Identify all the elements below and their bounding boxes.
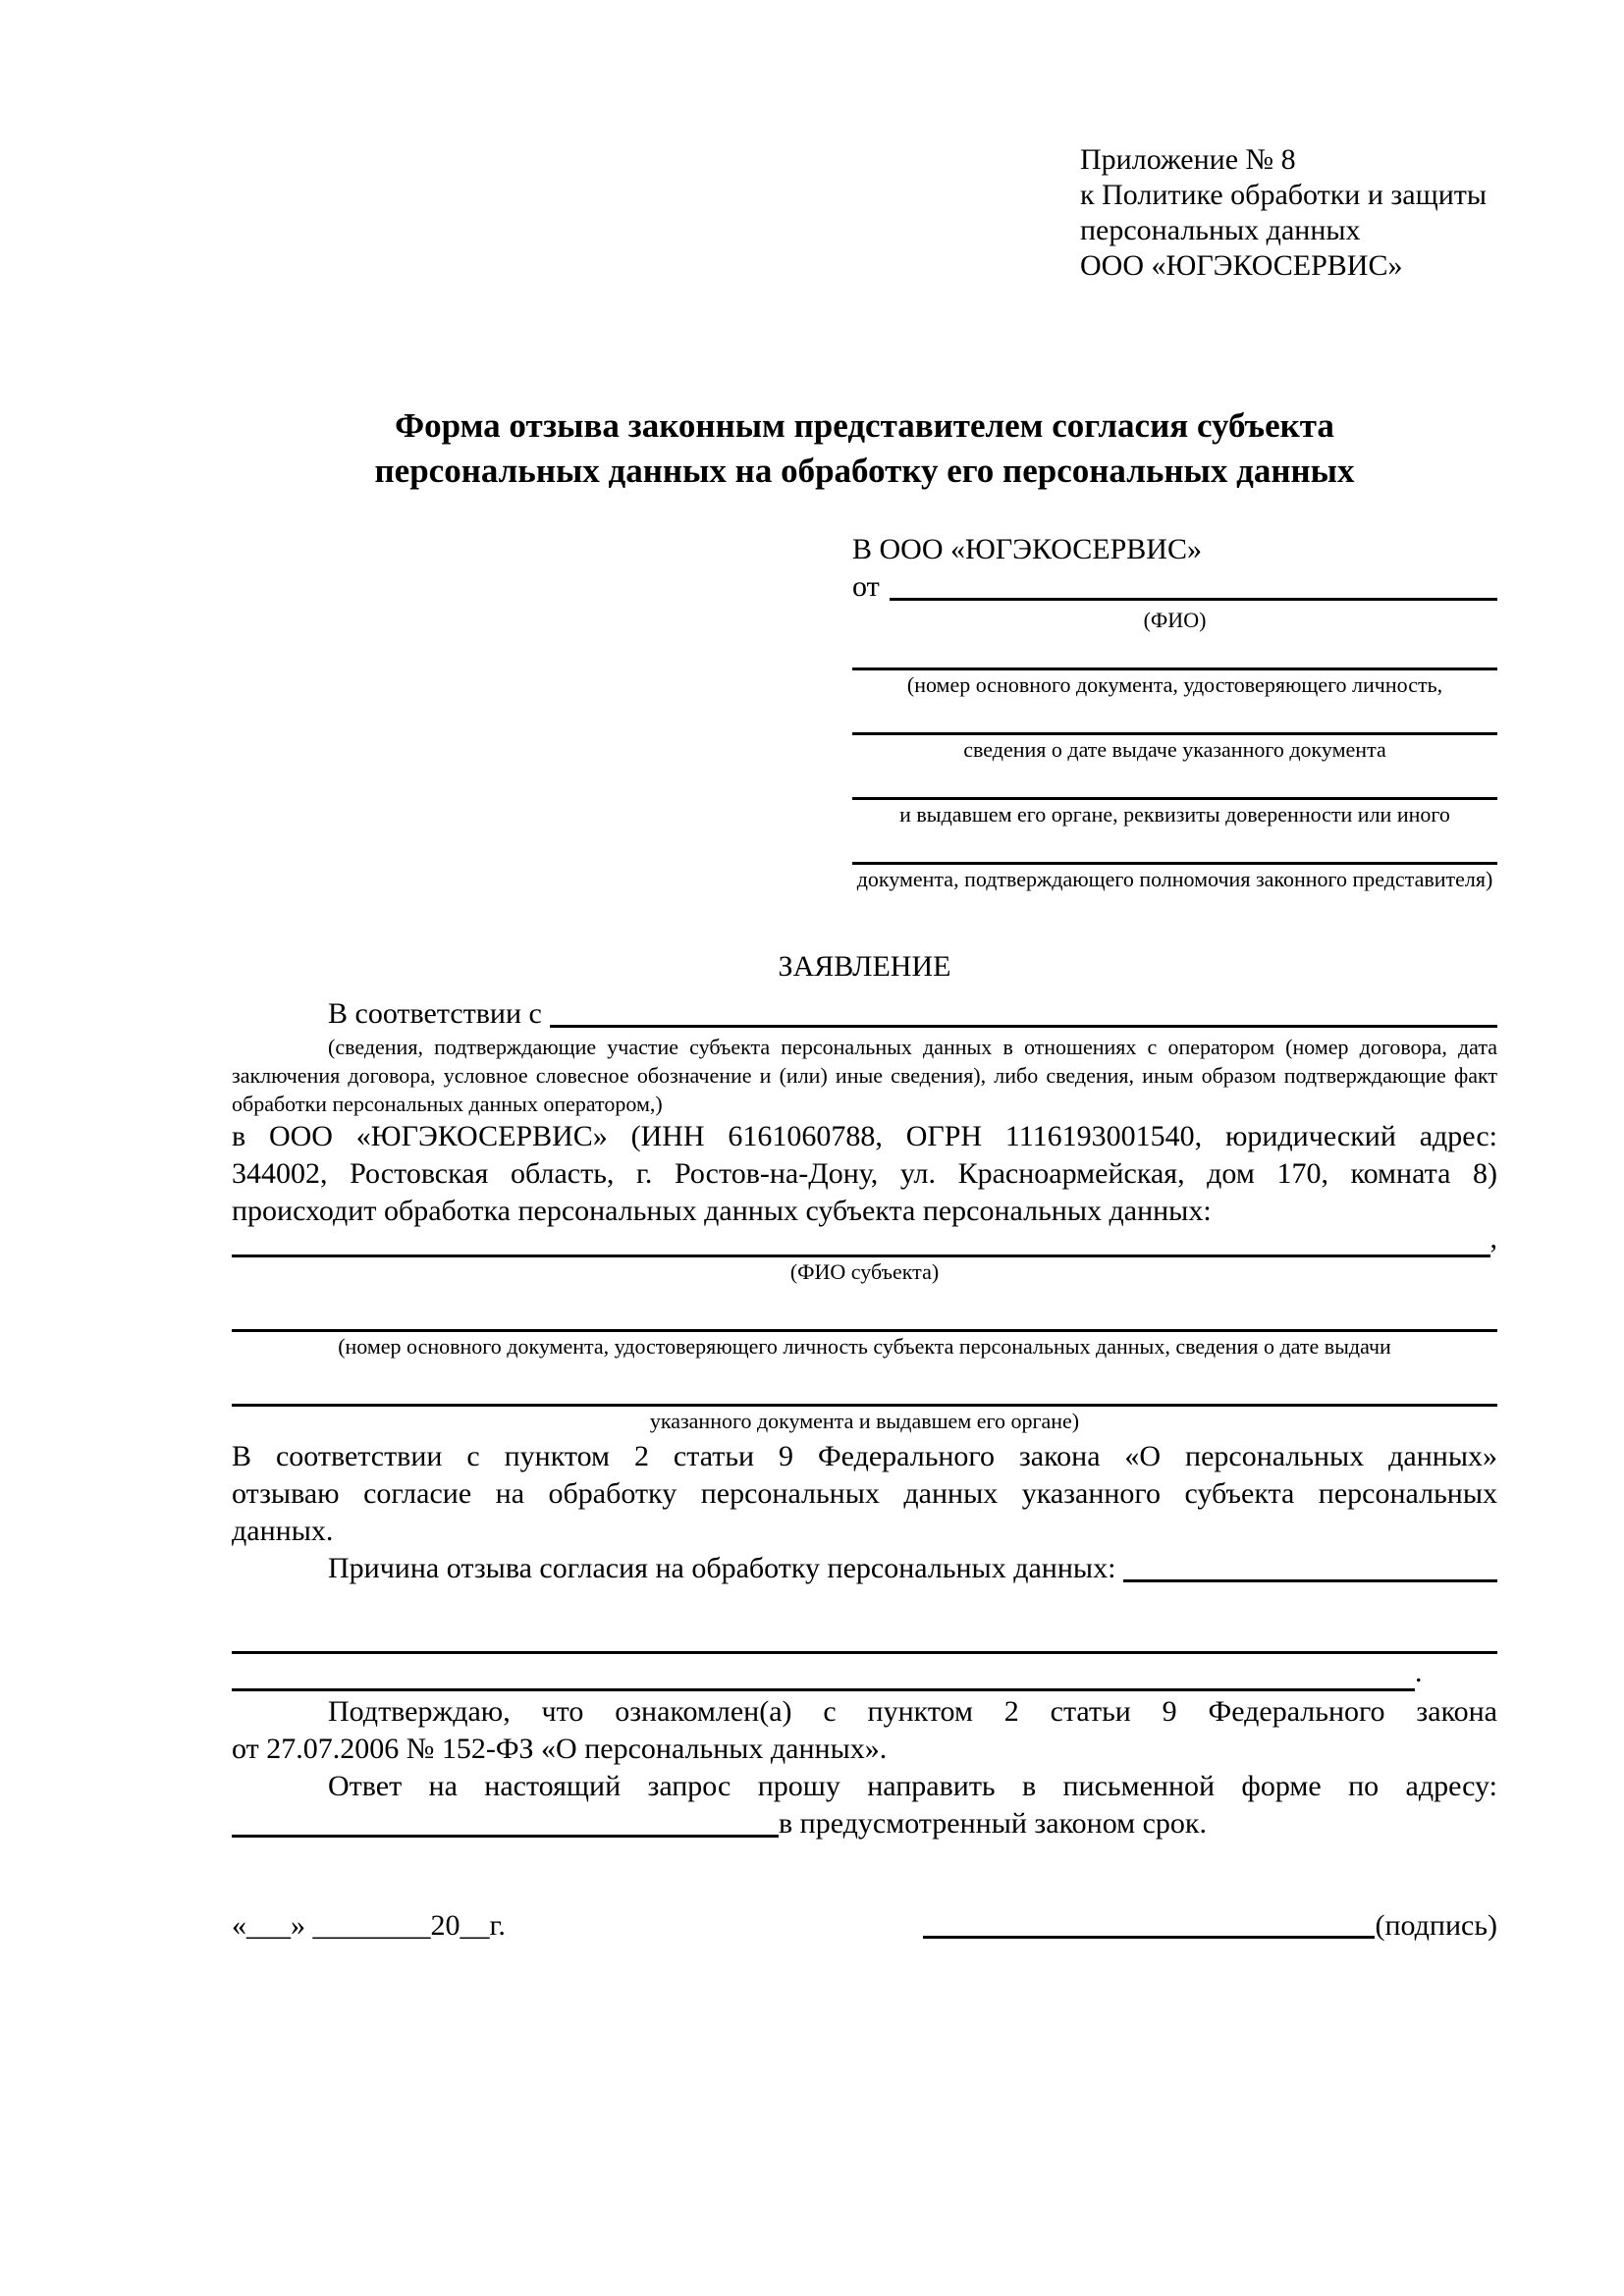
reply-address-row (232, 1805, 1497, 1842)
accordance-caption-line: (сведения, подтверждающие участие субъекта персональных данных в отношениях с оператором (номер договора, дата (328, 1035, 1497, 1059)
confirmation-paragraph-line: от 27.07.2006 № 152-ФЗ «О персональных данных». (232, 1733, 888, 1765)
appendix-line: ООО «ЮГЭКОСЕРВИС» (1080, 249, 1403, 282)
appendix-line: персональных данных (1080, 214, 1361, 246)
representative-doc-caption: (номер основного документа, удостоверяющего личность, (906, 672, 1443, 697)
operator-paragraph (232, 1118, 1497, 1230)
fio-caption: (ФИО) (1143, 608, 1207, 632)
subject-doc-fill-line[interactable] (232, 1371, 1497, 1407)
operator-paragraph-line: происходит обработка персональных данных субъекта персональных данных: (232, 1195, 1212, 1227)
withdrawal-paragraph-line: В соответствии с пунктом 2 статьи 9 Федерального закона «О персональных данных» (232, 1440, 1497, 1472)
representative-doc-fill-line[interactable] (852, 829, 1497, 865)
reason-fill-line-3[interactable] (232, 1656, 1415, 1691)
addressee-block (852, 531, 1497, 894)
subject-doc-caption: (номер основного документа, удостоверяющего личность субъекта персональных данных, сведения о дате выдачи (338, 1334, 1391, 1359)
appendix-line: к Политике обработки и защиты (1080, 179, 1488, 211)
footer-row (232, 1907, 1497, 1945)
subject-fio-suffix: , (1489, 1222, 1497, 1255)
representative-doc-fill-line[interactable] (852, 700, 1497, 735)
representative-doc-caption: документа, подтверждающего полномочия законного представителя) (856, 867, 1493, 891)
operator-paragraph-line: 344002, Ростовская область, г. Ростов-на-Дону, ул. Красноармейская, дом 170, комната 8) (232, 1157, 1497, 1190)
reply-address-fill-line[interactable] (232, 1805, 779, 1838)
operator-paragraph-line: в ООО «ЮГЭКОСЕРВИС» (ИНН 6161060788, ОГРН 1116193001540, юридический адрес: (232, 1120, 1497, 1152)
document-title-line: Форма отзыва законным представителем согласия субъекта (395, 406, 1334, 445)
confirmation-paragraph (232, 1693, 1497, 1768)
accordance-caption-line: заключения договора, условное словесное обозначение и (или) иные сведения), либо сведения, иным образом подтверждающие факт (232, 1063, 1497, 1088)
document-title-line: персональных данных на обработку его персональных данных (374, 452, 1355, 490)
from-row (852, 568, 1497, 606)
from-label: от (852, 570, 880, 603)
subject-fio-fill-line[interactable] (232, 1230, 1490, 1257)
reply-paragraph (232, 1768, 1497, 1842)
accordance-caption-line: обработки персональных данных оператором,) (232, 1092, 663, 1116)
signature-caption: (подпись) (1375, 1909, 1497, 1942)
accordance-row (232, 995, 1497, 1033)
reply-paragraph-line: Ответ на настоящий запрос прошу направить в письменной форме по адресу: (328, 1770, 1497, 1802)
document-title (232, 403, 1497, 494)
representative-doc-caption: сведения о дате выдаче указанного документа (963, 737, 1386, 762)
statement-heading: ЗАЯВЛЕНИЕ (778, 950, 951, 983)
date-blank[interactable]: «___» ________20__г. (232, 1909, 506, 1942)
accordance-label: В соответствии с (328, 997, 542, 1030)
accordance-caption (232, 1033, 1497, 1118)
appendix-line: Приложение № 8 (1080, 143, 1296, 176)
subject-doc-fill-line[interactable] (232, 1297, 1497, 1332)
representative-doc-fill-line[interactable] (852, 765, 1497, 800)
signature-fill-line[interactable] (923, 1907, 1375, 1939)
reply-tail: в предусмотренный законом срок. (779, 1807, 1207, 1840)
withdrawal-paragraph-line: отзываю согласие на обработку персональных данных указанного субъекта персональных (232, 1477, 1497, 1510)
representative-doc-fill-line[interactable] (852, 635, 1497, 670)
sentence-period: . (1415, 1656, 1423, 1688)
reason-fill-line-2[interactable] (232, 1619, 1497, 1654)
withdrawal-paragraph (232, 1438, 1497, 1550)
reason-label: Причина отзыва согласия на обработку персональных данных: (328, 1552, 1116, 1584)
reason-fill-line[interactable] (1123, 1550, 1497, 1582)
subject-doc-caption: указанного документа и выдавшем его органе) (649, 1409, 1080, 1433)
subject-fio-row (232, 1222, 1497, 1257)
confirmation-paragraph-line: Подтверждаю, что ознакомлен(а) с пунктом 2 статьи 9 Федерального закона (328, 1695, 1497, 1728)
appendix-block (1080, 142, 1497, 284)
reason-fill-row-3 (232, 1656, 1497, 1691)
signature-block (923, 1907, 1497, 1945)
representative-doc-caption: и выдавшем его органе, реквизиты доверенности или иного (899, 802, 1450, 827)
withdrawal-paragraph-line: данных. (232, 1515, 334, 1547)
reason-row (232, 1550, 1497, 1587)
accordance-fill-line[interactable] (550, 995, 1497, 1028)
recipient-org: В ООО «ЮГЭКОСЕРВИС» (852, 533, 1202, 565)
representative-fio-fill-line[interactable] (890, 568, 1497, 601)
subject-fio-caption: (ФИО субъекта) (789, 1259, 940, 1284)
